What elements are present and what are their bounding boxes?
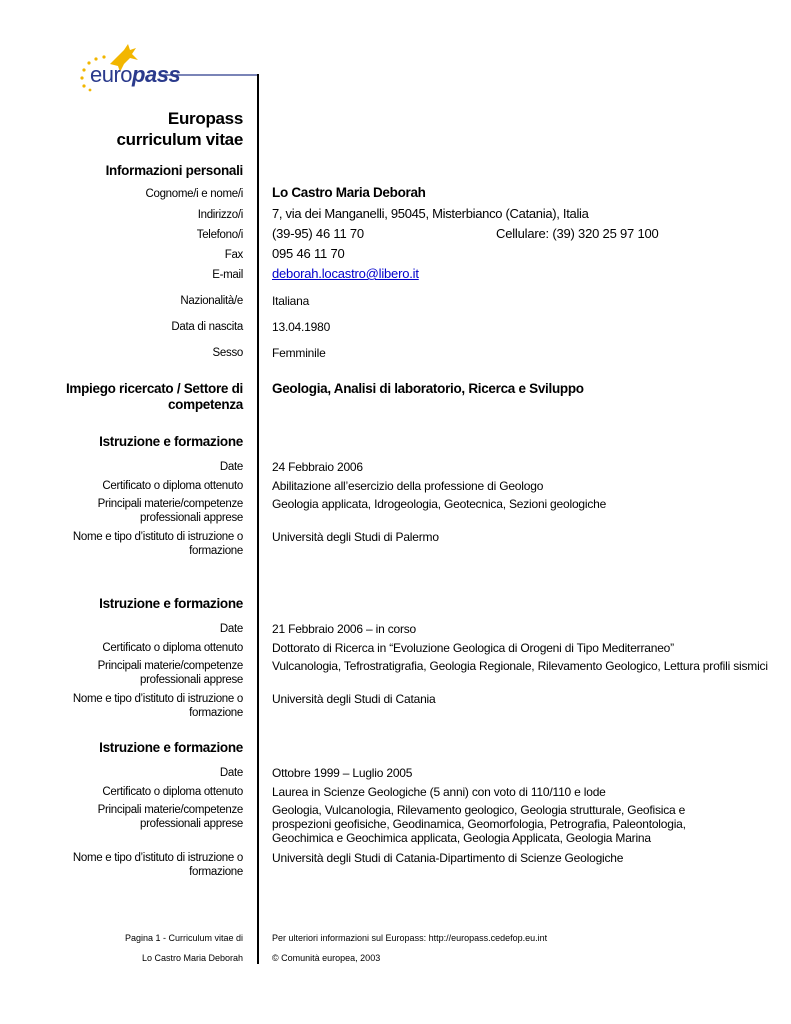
cv-title bbox=[5, 108, 243, 150]
footer-page-line: Pagina 1 - Curriculum vitae di bbox=[124, 933, 243, 943]
subjects-label bbox=[5, 497, 243, 525]
certificate-label: Certificato o diploma ottenuto bbox=[102, 642, 243, 654]
birth-value: 13.04.1980 bbox=[272, 320, 331, 334]
logo-text-pass: pass bbox=[132, 62, 181, 87]
full-name: Lo Castro Maria Deborah bbox=[272, 185, 426, 200]
footer-info bbox=[272, 932, 547, 964]
education-date: Ottobre 1999 – Luglio 2005 bbox=[272, 766, 413, 780]
certificate-label: Certificato o diploma ottenuto bbox=[102, 480, 243, 492]
education-subjects: Geologia, Vulcanologia, Rilevamento geologico, Geologia strutturale, Geofisica e prospezioni geofisiche, Geodinamica, Geomorfologia, Petrografia, Paleontologia, Geochimica e Geochimica applicata, Geologia Applicata, Geologia Marina bbox=[272, 803, 686, 845]
education-institute: Università degli Studi di Catania bbox=[272, 692, 436, 706]
sex-value: Femminile bbox=[272, 346, 326, 360]
fax-value: 095 46 11 70 bbox=[272, 246, 345, 261]
subjects-label bbox=[5, 803, 243, 831]
education-certificate: Abilitazione all’esercizio della professione di Geologo bbox=[272, 479, 544, 493]
section-education-2: Istruzione e formazione bbox=[99, 596, 243, 611]
subjects-label-line1: Principali materie/competenze bbox=[97, 804, 243, 816]
footer-page-info bbox=[5, 932, 243, 964]
education-date: 21 Febbraio 2006 – in corso bbox=[272, 622, 417, 636]
address-label: Indirizzo/i bbox=[197, 209, 243, 221]
institute-label-line1: Nome e tipo d’istituto di istruzione o bbox=[72, 693, 243, 705]
fax-label: Fax bbox=[224, 249, 243, 261]
section-education-3: Istruzione e formazione bbox=[99, 740, 243, 755]
phone-label: Telefono/i bbox=[196, 229, 243, 241]
sex-label: Sesso bbox=[212, 347, 243, 359]
phone-value: (39-95) 46 11 70 bbox=[272, 226, 364, 241]
institute-label-line2: formazione bbox=[189, 545, 243, 557]
institute-label-line2: formazione bbox=[189, 866, 243, 878]
institute-label-line1: Nome e tipo d’istituto di istruzione o bbox=[72, 852, 243, 864]
desired-employment-value: Geologia, Analisi di laboratorio, Ricerca e Sviluppo bbox=[272, 381, 584, 396]
certificate-label: Certificato o diploma ottenuto bbox=[102, 786, 243, 798]
education-certificate: Dottorato di Ricerca in “Evoluzione Geologica di Orogeni di Tipo Mediterraneo” bbox=[272, 641, 674, 655]
birth-label: Data di nascita bbox=[171, 321, 243, 333]
education-institute: Università degli Studi di Palermo bbox=[272, 530, 439, 544]
date-label: Date bbox=[219, 461, 243, 473]
institute-label bbox=[5, 530, 243, 558]
footer-europass-url: Per ulteriori informazioni sul Europass: http://europass.cedefop.eu.int bbox=[272, 933, 548, 943]
date-label: Date bbox=[219, 623, 243, 635]
nationality-value: Italiana bbox=[272, 294, 310, 308]
footer-name-line: Lo Castro Maria Deborah bbox=[141, 953, 243, 963]
date-label: Date bbox=[219, 767, 243, 779]
institute-label-line1: Nome e tipo d’istituto di istruzione o bbox=[72, 531, 243, 543]
cv-title-line2: curriculum vitae bbox=[116, 130, 243, 149]
institute-label bbox=[5, 851, 243, 879]
subjects-label-line1: Principali materie/competenze bbox=[97, 498, 243, 510]
desired-employment-label bbox=[5, 381, 243, 413]
cv-title-line1: Europass bbox=[167, 109, 243, 128]
institute-label-line2: formazione bbox=[189, 707, 243, 719]
name-label: Cognome/i e nome/i bbox=[145, 188, 243, 200]
footer-copyright: © Comunità europea, 2003 bbox=[272, 953, 381, 963]
section-personal-info: Informazioni personali bbox=[105, 163, 243, 178]
section-education-1: Istruzione e formazione bbox=[99, 434, 243, 449]
education-certificate: Laurea in Scienze Geologiche (5 anni) con voto di 110/110 e lode bbox=[272, 785, 606, 799]
logo-text-euro: euro bbox=[90, 62, 133, 87]
subjects-label-line1: Principali materie/competenze bbox=[97, 660, 243, 672]
education-subjects: Geologia applicata, Idrogeologia, Geotecnica, Sezioni geologiche bbox=[272, 497, 607, 511]
subjects-label-line2: professionali apprese bbox=[139, 818, 243, 830]
subjects-label-line2: professionali apprese bbox=[139, 674, 243, 686]
europass-logo bbox=[78, 42, 260, 94]
education-date: 24 Febbraio 2006 bbox=[272, 460, 363, 474]
education-subjects: Vulcanologia, Tefrostratigrafia, Geologia Regionale, Rilevamento Geologico, Lettura profili sismici bbox=[272, 659, 768, 673]
nationality-label: Nazionalità/e bbox=[180, 295, 243, 307]
education-institute: Università degli Studi di Catania-Dipartimento di Scienze Geologiche bbox=[272, 851, 624, 865]
desired-label-line2: competenza bbox=[167, 397, 243, 412]
mobile-value: Cellulare: (39) 320 25 97 100 bbox=[496, 226, 659, 241]
subjects-label-line2: professionali apprese bbox=[139, 512, 243, 524]
email-link[interactable]: deborah.locastro@libero.it bbox=[272, 266, 419, 281]
subjects-label bbox=[5, 659, 243, 687]
institute-label bbox=[5, 692, 243, 720]
vertical-divider bbox=[257, 74, 259, 964]
address-value: 7, via dei Manganelli, 95045, Misterbianco (Catania), Italia bbox=[272, 206, 589, 221]
email-label: E-mail bbox=[212, 269, 243, 281]
desired-label-line1: Impiego ricercato / Settore di bbox=[65, 381, 243, 396]
